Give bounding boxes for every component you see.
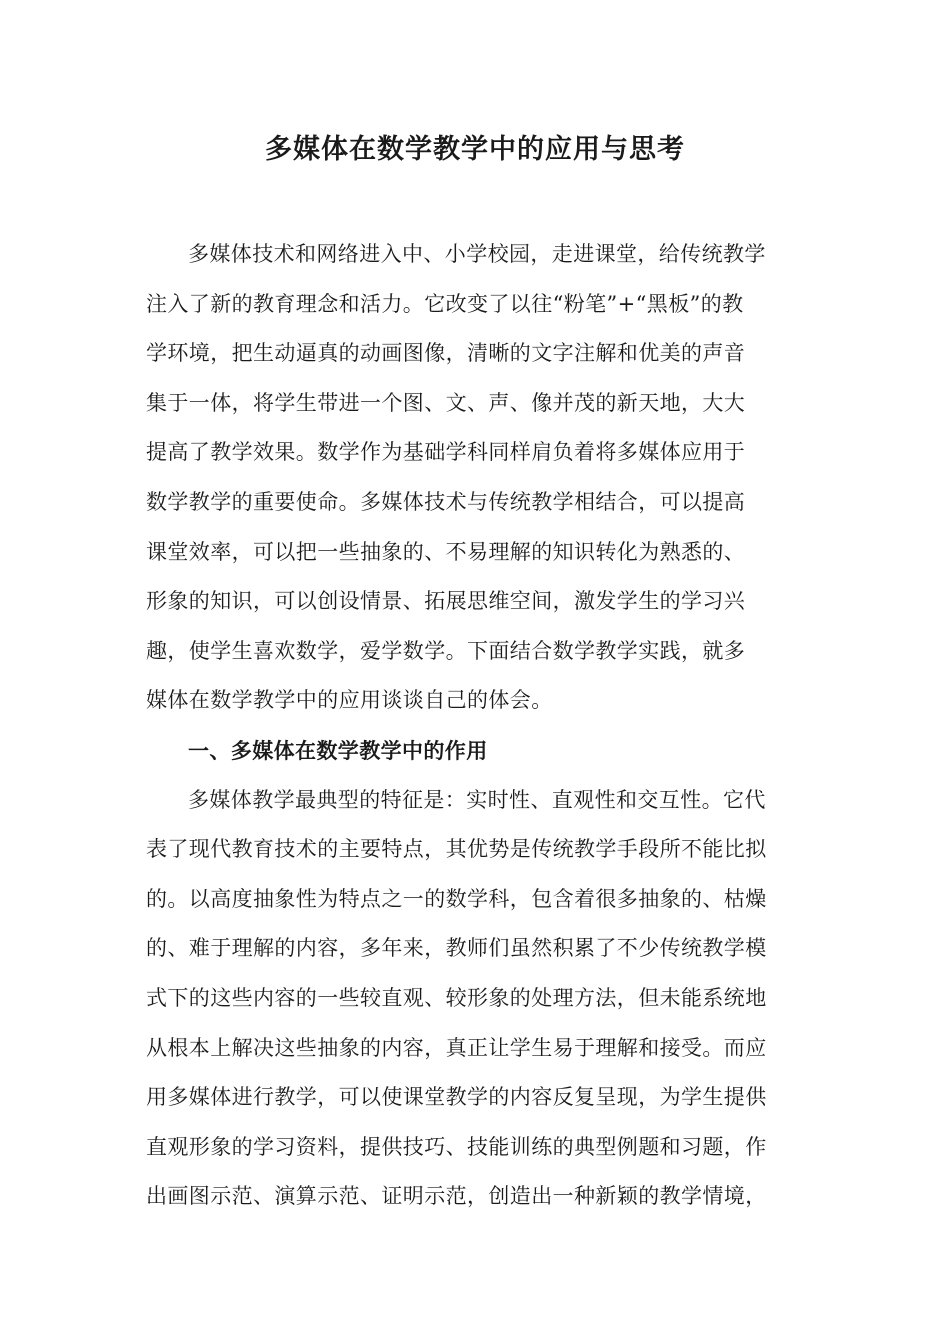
text-line: 的、难于理解的内容，多年来，教师们虽然积累了不少传统教学模 <box>146 936 767 961</box>
text-line: 提高了教学效果。数学作为基础学科同样肩负着将多媒体应用于 <box>146 440 746 465</box>
text-line: 趣，使学生喜欢数学，爱学数学。下面结合数学教学实践，就多 <box>146 638 746 663</box>
text-line: 数学教学的重要使命。多媒体技术与传统教学相结合，可以提高 <box>146 489 746 514</box>
text-line: 从根本上解决这些抽象的内容，真正让学生易于理解和接受。而应 <box>146 1035 767 1060</box>
text-line: 注入了新的教育理念和活力。它改变了以往“粉笔”+“黑板”的教 <box>146 291 744 316</box>
text-line: 多媒体技术和网络进入中、小学校园，走进课堂，给传统教学 <box>188 242 766 266</box>
text-line: 出画图示范、演算示范、证明示范，创造出一种新颖的教学情境， <box>146 1184 767 1209</box>
text-line: 用多媒体进行教学，可以使课堂教学的内容反复呈现，为学生提供 <box>146 1085 767 1110</box>
text-line: 直观形象的学习资料，提供技巧、技能训练的典型例题和习题，作 <box>146 1134 767 1159</box>
text-line: 课堂效率，可以把一些抽象的、不易理解的知识转化为熟悉的、 <box>146 539 746 564</box>
text-line: 式下的这些内容的一些较直观、较形象的处理方法，但未能系统地 <box>146 985 767 1010</box>
document-title: 多媒体在数学教学中的应用与思考 <box>265 134 685 165</box>
document-body <box>146 230 806 1222</box>
text-line: 媒体在数学教学中的应用谈谈自己的体会。 <box>146 688 553 713</box>
text-line: 多媒体教学最典型的特征是：实时性、直观性和交互性。它代 <box>188 787 766 812</box>
text-line: 集于一体，将学生带进一个图、文、声、像并茂的新天地，大大 <box>146 390 746 415</box>
section1-paragraph <box>146 776 806 1222</box>
text-line: 形象的知识，可以创设情景、拓展思维空间，激发学生的学习兴 <box>146 589 746 614</box>
text-line: 的。以高度抽象性为特点之一的数学科，包含着很多抽象的、枯燥 <box>146 886 767 911</box>
text-line: 表了现代教育技术的主要特点，其优势是传统教学手段所不能比拟 <box>146 837 767 862</box>
intro-paragraph <box>146 230 806 726</box>
section-heading: 一、多媒体在数学教学中的作用 <box>188 737 488 763</box>
text-line: 学环境，把生动逼真的动画图像，清晰的文字注解和优美的声音 <box>146 341 746 366</box>
